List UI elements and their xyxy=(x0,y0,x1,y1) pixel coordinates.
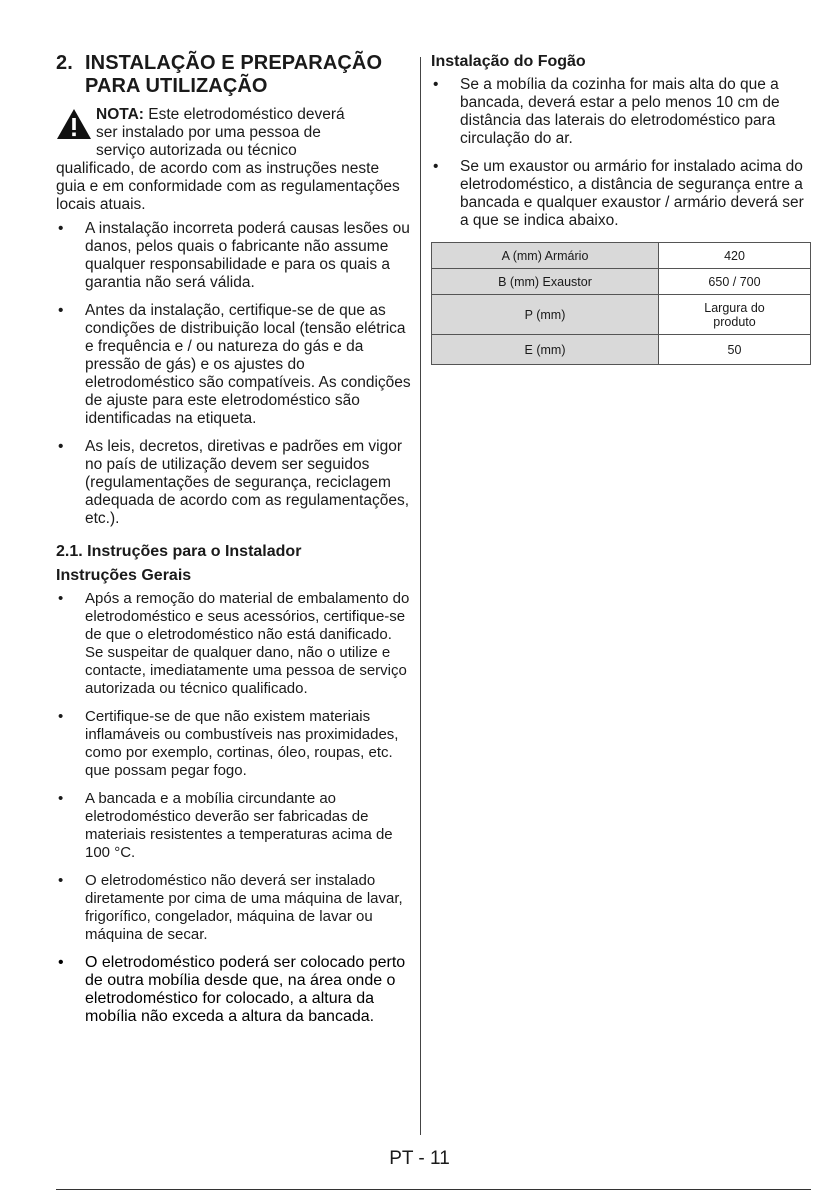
list-item: • Após a remoção do material de embalamento do eletrodoméstico e seus acessórios, certifique-se de que o eletrodoméstico não está danificado. Se suspeitar de qualquer dano, não o utilize e contacte, imediatamente uma pessoa de serviço autorizada ou técnico qualificado. xyxy=(58,590,410,697)
list-item: • Antes da instalação, certifique-se de que as condições de distribuição local (tensão elétrica e frequência e / ou natureza do gás e da pressão de gás) e os ajustes do eletrodoméstico são compatíveis. As condições de ajuste para este eletrodoméstico são identificadas na etiqueta. xyxy=(58,302,411,427)
table-row xyxy=(432,269,811,295)
right-column xyxy=(431,52,811,365)
section-title-line2: PARA UTILIZAÇÃO xyxy=(85,75,268,97)
note-label: NOTA: xyxy=(96,106,144,123)
subsection-heading: 2.1. Instruções para o Instalador xyxy=(56,543,302,560)
list-item-text: Antes da instalação, certifique-se de que as condições de distribuição local (tensão elétrica e frequência e / ou natureza do gás e da pressão de gás) e os ajustes do eletrodoméstico são compatíveis. As condições de ajuste para este eletrodoméstico são identificadas na etiqueta. xyxy=(85,302,411,427)
left-column xyxy=(56,52,412,1036)
list-item: • O eletrodoméstico não deverá ser instalado diretamente por cima de uma máquina de lavar, frigorífico, congelador, máquina de lavar ou máquina de secar. xyxy=(58,872,403,943)
list-item: • A instalação incorreta poderá causas lesões ou danos, pelos quais o fabricante não assume qualquer responsabilidade e para os quais a garantia não será válida. xyxy=(58,220,410,291)
list-item-text: As leis, decretos, diretivas e padrões em vigor no país de utilização devem ser seguidos (regulamentações de segurança, reciclagem adequada de acordo com as regulamentações, etc.). xyxy=(85,438,409,527)
stove-installation-heading: Instalação do Fogão xyxy=(431,53,586,70)
list-item: • O eletrodoméstico poderá ser colocado perto de outra mobília desde que, na área onde o eletrodoméstico for colocado, a altura da mobília não exceda a altura da bancada. xyxy=(58,954,406,1025)
list-item-text: Certifique-se de que não existem materiais inflamáveis ou combustíveis nas proximidades, como por exemplo, cortinas, óleo, roupas, etc. que possam pegar fogo. xyxy=(85,708,399,779)
table-cell-label: B (mm) Exaustor xyxy=(432,269,659,295)
table-row xyxy=(432,243,811,269)
intro-bullet-list xyxy=(56,220,412,528)
note-rest: qualificado, de acordo com as instruções neste guia e em conformidade com as regulamentações locais atuais. xyxy=(56,160,400,213)
list-item-text: Se a mobília da cozinha for mais alta do que a bancada, deverá estar a pelo menos 10 cm de distância das laterais do eletrodoméstico para circulação do ar. xyxy=(460,76,780,147)
list-item: • Se a mobília da cozinha for mais alta do que a bancada, deverá estar a pelo menos 10 cm de distância das laterais do eletrodoméstico para circulação do ar. xyxy=(433,76,780,147)
list-item-text: O eletrodoméstico não deverá ser instalado diretamente por cima de uma máquina de lavar, frigorífico, congelador, máquina de lavar ou máquina de secar. xyxy=(85,872,403,943)
table-cell-label: A (mm) Armário xyxy=(432,243,659,269)
table-cell-label: E (mm) xyxy=(432,335,659,365)
section-title-line1: INSTALAÇÃO E PREPARAÇÃO xyxy=(85,52,383,74)
table-cell-value: 50 xyxy=(659,335,811,365)
table-row xyxy=(432,335,811,365)
table-cell-value: 650 / 700 xyxy=(659,269,811,295)
list-item-text: A bancada e a mobília circundante ao eletrodoméstico deverão ser fabricadas de materiais resistentes a temperaturas acima de 100 °C. xyxy=(85,790,393,861)
list-item-text: Se um exaustor ou armário for instalado acima do eletrodoméstico, a distância de segurança entre a bancada e qualquer exaustor / armário deverá ser a que se indica abaixo. xyxy=(460,158,804,229)
list-item-text: Após a remoção do material de embalamento do eletrodoméstico e seus acessórios, certifique-se de que o eletrodoméstico não está danificado. Se suspeitar de qualquer dano, não o utilize e contacte, imediatamente uma pessoa de serviço autorizada ou técnico qualificado. xyxy=(85,590,410,697)
general-bullet-list xyxy=(56,590,412,1026)
note-line-2: ser instalado por uma pessoa de xyxy=(96,124,321,141)
note-line-3: serviço autorizada ou técnico xyxy=(96,142,297,159)
list-item-text: A instalação incorreta poderá causas lesões ou danos, pelos quais o fabricante não assume qualquer responsabilidade e para os quais a garantia não será válida. xyxy=(85,220,410,291)
general-instructions-heading: Instruções Gerais xyxy=(56,567,192,584)
warning-icon xyxy=(56,108,92,140)
section-number: 2. xyxy=(56,52,73,74)
list-item: • Certifique-se de que não existem materiais inflamáveis ou combustíveis nas proximidades, como por exemplo, cortinas, óleo, roupas, etc. que possam pegar fogo. xyxy=(58,708,399,779)
stove-bullet-list xyxy=(431,76,811,230)
section-title xyxy=(85,52,382,98)
column-divider xyxy=(420,57,421,1135)
clearance-table xyxy=(431,242,811,365)
table-row xyxy=(432,295,811,335)
list-item-text: O eletrodoméstico poderá ser colocado perto de outra mobília desde que, na área onde o eletrodoméstico for colocado, a altura da mobília não exceda a altura da bancada. xyxy=(85,954,406,1025)
list-item: • Se um exaustor ou armário for instalado acima do eletrodoméstico, a distância de segurança entre a bancada e qualquer exaustor / armário deverá ser a que se indica abaixo. xyxy=(433,158,804,229)
list-item: • A bancada e a mobília circundante ao eletrodoméstico deverão ser fabricadas de materiais resistentes a temperaturas acima de 100 °C. xyxy=(58,790,393,861)
note-block xyxy=(56,106,412,214)
section-heading xyxy=(56,52,412,98)
note-line-1: Este eletrodoméstico deverá xyxy=(143,106,345,123)
list-item: • As leis, decretos, diretivas e padrões em vigor no país de utilização devem ser seguidos (regulamentações de segurança, reciclagem adequada de acordo com as regulamentações, etc.). xyxy=(58,438,409,527)
table-cell-value: 420 xyxy=(659,243,811,269)
footer-rule xyxy=(56,1189,811,1190)
table-cell-label: P (mm) xyxy=(432,295,659,335)
table-cell-value: Largura do produto xyxy=(659,295,811,335)
page-number: PT - 11 xyxy=(389,1148,450,1169)
note-first-line xyxy=(56,106,412,124)
